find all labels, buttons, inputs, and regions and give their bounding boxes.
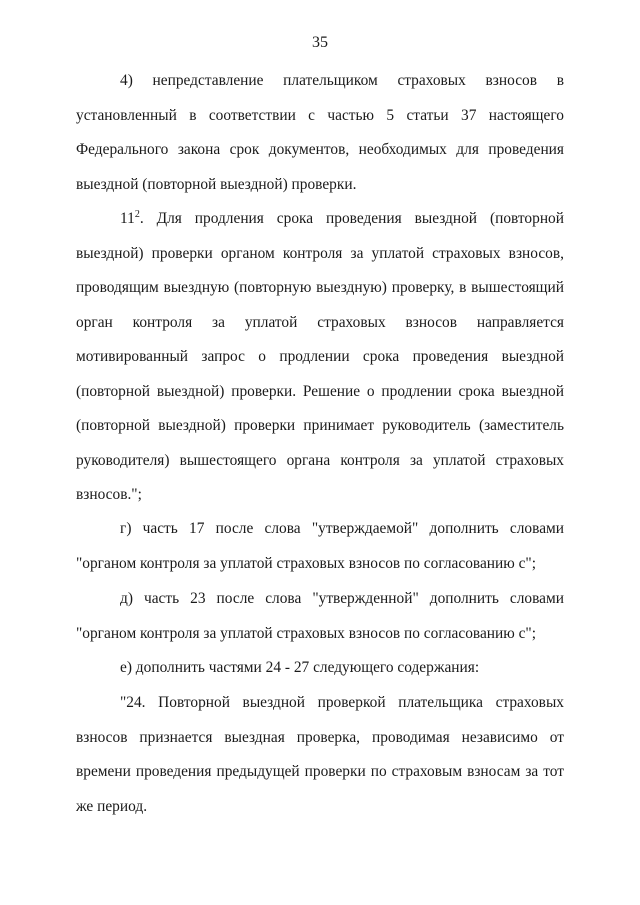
paragraph-text: 4) непредставление плательщиком страховых взносов в установленный в соответствии с частью 5 статьи 37 настоящего Федерального закона срок документов, необходимых для проведения выездной (повторной выездной) проверки. [76,72,564,193]
page-number: 35 [312,34,328,51]
paragraph-item-4 [76,64,564,202]
paragraph-text: "24. Повторной выездной проверкой плательщика страховых взносов признается выездная проверка, проводимая независимо от времени проведения предыдущей проверки по страховым взносам за тот же период. [76,694,564,815]
paragraph-number-superscript: 2 [134,209,140,220]
paragraph-text: д) часть 23 после слова "утвержденной" дополнить словами "органом контроля за уплатой страховых взносов по согласованию с"; [76,590,564,642]
paragraph-number: 11 [120,210,135,227]
paragraph-item-d [76,582,564,651]
paragraph-part-24 [76,686,564,824]
paragraph-part-11-2 [76,202,564,513]
paragraph-text: е) дополнить частями 24 - 27 следующего содержания: [120,659,480,676]
paragraph-text: . Для продления срока проведения выездной (повторной выездной) проверки органом контроля за уплатой страховых взносов, проводящим выездную (повторную выездную) проверку, в вышестоящий орган контроля за уплатой страховых взносов направляется мотивированный запрос о продлении срока проведения выездной (повторной выездной) проверки. Решение о продлении срока выездной (повторной выездной) проверки принимает руководитель (заместитель руководителя) вышестоящего органа контроля за уплатой страховых взносов."; [76,210,564,503]
paragraph-item-g [76,512,564,581]
paragraph-text: г) часть 17 после слова "утверждаемой" дополнить словами "органом контроля за уплатой страховых взносов по согласованию с"; [76,520,564,572]
paragraph-item-e [76,651,564,686]
